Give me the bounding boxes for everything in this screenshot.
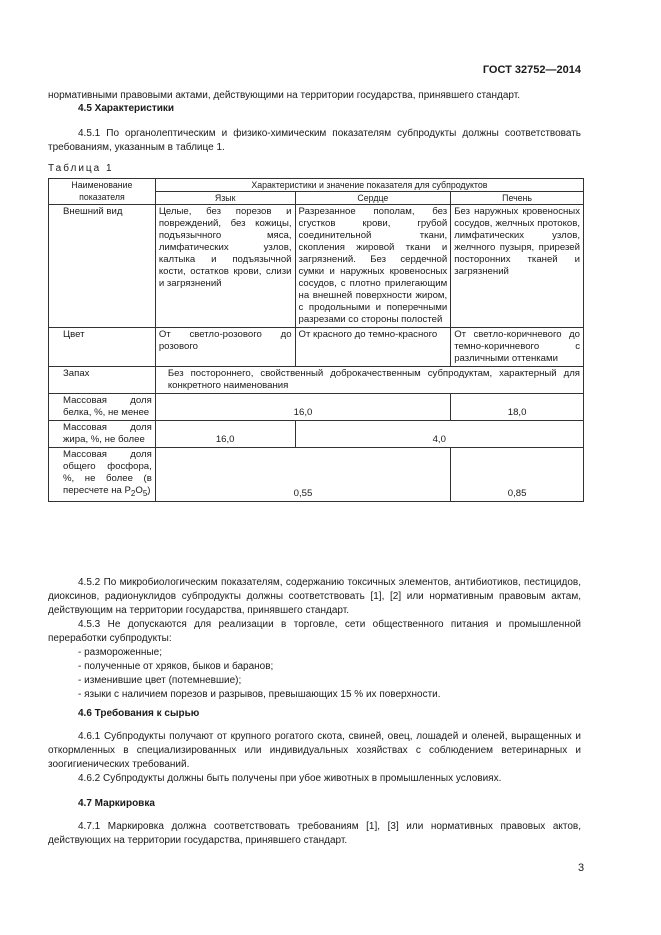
row-label-phosphorus bbox=[49, 448, 156, 502]
list-item: - языки с наличием порезов и разрывов, превышающих 15 % их поверхности. bbox=[78, 689, 441, 700]
paragraph-4-6-2: 4.6.2 Субпродукты должны быть получены при убое животных в промышленных условиях. bbox=[78, 773, 502, 784]
header-heart: Сердце bbox=[295, 192, 451, 205]
header-indicator-name: Наименование показателя bbox=[49, 179, 156, 205]
header-liver: Печень bbox=[451, 192, 584, 205]
row-label-protein: Массовая доля белка, %, не менее bbox=[49, 394, 156, 421]
appearance-tongue: Целые, без порезов и повреждений, без кожицы, подъязычного мяса, лимфатических узлов, калтыка и подъязычной кости, остатков крови, слизи и загрязнений bbox=[155, 205, 295, 328]
appearance-heart: Разрезанное пополам, без сгустков крови, грубой соединительной ткани, скопления жировой ткани и загрязнений. Без сердечной сумки и наружных кровеносных сосудов, с плотно прилегающим на внешней поверхности жиром, с продольными и поперечными разрезами со стороны полостей bbox=[295, 205, 451, 328]
list-item: - размороженные; bbox=[78, 647, 162, 658]
paragraph-4-7-1: 4.7.1 Маркировка должна соответствовать требованиям [1], [3] или нормативных правовых актов, действующих на территории государства, принявшего стандарт. bbox=[48, 821, 581, 846]
protein-liver: 18,0 bbox=[451, 394, 584, 421]
phosphorus-o: O bbox=[135, 485, 143, 496]
table-row-fat bbox=[49, 421, 584, 448]
appearance-liver: Без наружных кровеносных сосудов, желчных протоков, лимфатических узлов, желчного пузыря, прирезей посторонних тканей и загрязнений bbox=[451, 205, 584, 328]
table-row-appearance bbox=[49, 205, 584, 328]
row-label-appearance: Внешний вид bbox=[49, 205, 156, 328]
phosphorus-sub-2: 2 bbox=[130, 488, 136, 498]
table-row-smell bbox=[49, 367, 584, 394]
table-header-row bbox=[49, 179, 584, 192]
list-item: - полученные от хряков, быков и баранов; bbox=[78, 661, 274, 672]
section-4-5-title: 4.5 Характеристики bbox=[78, 103, 175, 114]
table-caption: Таблица 1 bbox=[48, 163, 114, 174]
phosphorus-liver: 0,85 bbox=[451, 448, 584, 502]
color-tongue: От светло-розового до розового bbox=[155, 328, 295, 367]
table-row-phosphorus bbox=[49, 448, 584, 502]
section-4-6-title: 4.6 Требования к сырью bbox=[78, 708, 200, 719]
phosphorus-sub-5: 5 bbox=[142, 488, 148, 498]
header-characteristics: Характеристики и значение показателя для субпродуктов bbox=[155, 179, 583, 192]
paragraph-4-5-1: 4.5.1 По органолептическим и физико-химическим показателям субпродукты должны соответствовать требованиям, указанным в таблице 1. bbox=[48, 128, 581, 153]
table-1 bbox=[48, 178, 584, 502]
phosphorus-label-text: Массовая доля общего фосфора, %, не более (в пересчете на P bbox=[63, 449, 152, 496]
header-tongue: Язык bbox=[155, 192, 295, 205]
smell-value: Без постороннего, свойственный доброкачественным субпродуктам, характерный для конкретного наименования bbox=[155, 367, 583, 394]
intro-line: нормативными правовыми актами, действующими на территории государства, принявшего стандарт. bbox=[48, 90, 520, 101]
paragraph-4-6-1: 4.6.1 Субпродукты получают от крупного рогатого скота, свиней, овец, лошадей и оленей, выращенных и откормленных в специализированных или индивидуальных хозяйствах с соблюдением ветеринарных и зоогигиенических требований. bbox=[48, 731, 581, 770]
phosphorus-tongue-heart: 0,55 bbox=[155, 448, 450, 502]
row-label-color: Цвет bbox=[49, 328, 156, 367]
list-item: - изменившие цвет (потемневшие); bbox=[78, 675, 242, 686]
fat-tongue: 16,0 bbox=[155, 421, 295, 448]
document-code: ГОСТ 32752—2014 bbox=[482, 64, 581, 76]
paragraph-4-5-3: 4.5.3 Не допускаются для реализации в торговле, сети общественного питания и промышленной переработки субпродукты: bbox=[48, 619, 581, 644]
page-number: 3 bbox=[578, 862, 585, 874]
paragraph-4-5-2: 4.5.2 По микробиологическим показателям, содержанию токсичных элементов, антибиотиков, пестицидов, диоксинов, радионуклидов субпродукты должны соответствовать [1], [2] или нормативным правовым актам, действующим на территории государства, принявшего стандарт. bbox=[48, 577, 581, 616]
table-row-color bbox=[49, 328, 584, 367]
protein-tongue-heart: 16,0 bbox=[155, 394, 450, 421]
list-4-5-3 bbox=[48, 646, 581, 702]
row-label-fat: Массовая доля жира, %, не более bbox=[49, 421, 156, 448]
color-liver: От светло-коричневого до темно-коричневого с различными оттенками bbox=[451, 328, 584, 367]
row-label-smell: Запах bbox=[49, 367, 156, 394]
color-heart: От красного до темно-красного bbox=[295, 328, 451, 367]
phosphorus-close: ) bbox=[147, 485, 151, 496]
table-row-protein bbox=[49, 394, 584, 421]
fat-heart-liver: 4,0 bbox=[295, 421, 583, 448]
section-4-7-title: 4.7 Маркировка bbox=[78, 798, 155, 809]
